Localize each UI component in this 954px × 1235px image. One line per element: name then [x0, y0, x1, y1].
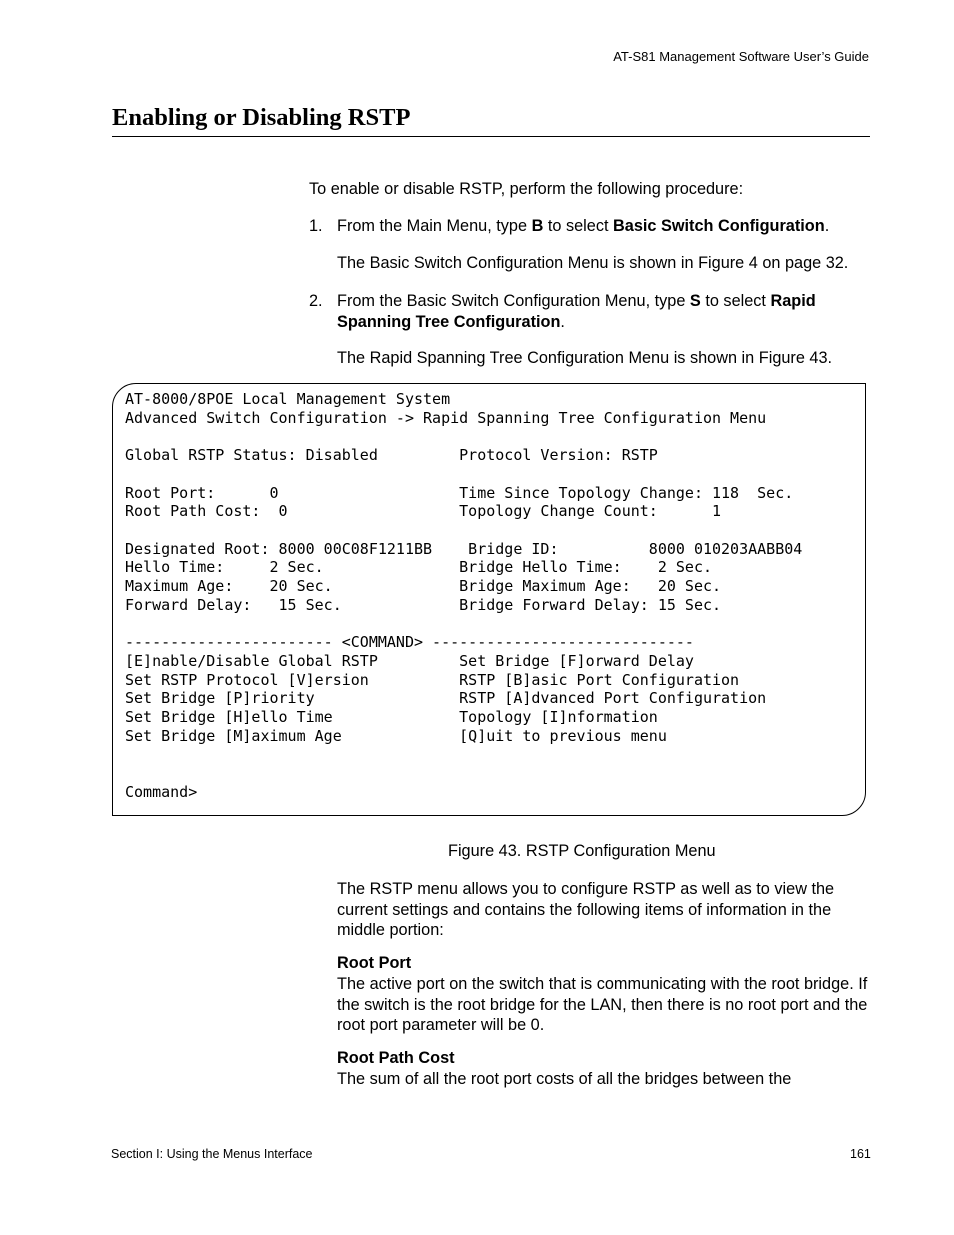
- terminal-divider: ----------------------- <COMMAND> -----------------------------: [125, 633, 694, 651]
- terminal-line: Global RSTP Status: Disabled Protocol Version: RSTP: [125, 446, 658, 464]
- terminal-line: Maximum Age: 20 Sec. Bridge Maximum Age: 20 Sec.: [125, 577, 722, 595]
- step-text: From the Main Menu, type: [337, 217, 532, 235]
- step-number: 2.: [309, 292, 323, 310]
- step-key: S: [689, 292, 701, 310]
- terminal-line: Advanced Switch Configuration -> Rapid Spanning Tree Configuration Menu: [125, 409, 767, 427]
- terminal-menu-line: Set Bridge [H]ello Time Topology [I]nformation: [125, 708, 658, 726]
- term-root-port: Root Port: [337, 954, 412, 972]
- step-text: to select: [700, 292, 771, 310]
- step-number: 1.: [309, 217, 323, 235]
- step-target: Basic Switch Configuration: [613, 217, 825, 235]
- page-number: 161: [850, 1147, 871, 1161]
- terminal-line: Forward Delay: 15 Sec. Bridge Forward Delay: 15 Sec.: [125, 596, 722, 614]
- step-text: .: [824, 217, 830, 235]
- step-2-note: The Rapid Spanning Tree Configuration Menu is shown in Figure 43.: [337, 349, 833, 367]
- running-header: AT-S81 Management Software User’s Guide: [613, 49, 869, 64]
- terminal-line: Root Path Cost: 0 Topology Change Count: 1: [125, 502, 722, 520]
- terminal-screen: [112, 383, 866, 816]
- intro-text: To enable or disable RSTP, perform the following procedure:: [309, 180, 744, 198]
- terminal-menu-line: Set Bridge [P]riority RSTP [A]dvanced Port Configuration: [125, 689, 767, 707]
- step-1-note: The Basic Switch Configuration Menu is shown in Figure 4 on page 32.: [337, 254, 849, 272]
- term-root-path-cost-definition: The sum of all the root port costs of all the bridges between the: [337, 1070, 792, 1088]
- terminal-line: Hello Time: 2 Sec. Bridge Hello Time: 2 Sec.: [125, 558, 712, 576]
- terminal-menu-line: [E]nable/Disable Global RSTP Set Bridge [F]orward Delay: [125, 652, 694, 670]
- step-key: B: [531, 217, 544, 235]
- step-1: [309, 216, 874, 237]
- description-text: The RSTP menu allows you to configure RSTP as well as to view the current settings and contains the following items of information in the middle portion:: [337, 880, 835, 939]
- step-text: to select: [543, 217, 614, 235]
- term-root-port-definition: The active port on the switch that is communicating with the root bridge. If the switch is the root bridge for the LAN, then there is no root port and the root port parameter will be 0.: [337, 975, 868, 1034]
- step-target: Rapid Spanning Tree Configuration: [337, 292, 816, 331]
- terminal-line: Root Port: 0 Time Since Topology Change: 118 Sec.: [125, 484, 794, 502]
- term-root-path-cost: Root Path Cost: [337, 1049, 455, 1067]
- figure-caption: Figure 43. RSTP Configuration Menu: [448, 842, 716, 860]
- terminal-line: Designated Root: 8000 00C08F1211BB Bridge ID: 8000 010203AABB04: [125, 540, 803, 558]
- command-prompt: Command>: [125, 783, 198, 801]
- step-text: From the Basic Switch Configuration Menu, type: [337, 292, 690, 310]
- terminal-line: AT-8000/8POE Local Management System: [125, 390, 451, 408]
- step-text: .: [560, 312, 565, 331]
- footer-section: Section I: Using the Menus Interface: [111, 1147, 313, 1161]
- terminal-menu-line: Set RSTP Protocol [V]ersion RSTP [B]asic Port Configuration: [125, 671, 740, 689]
- step-2: [309, 291, 874, 332]
- terminal-menu-line: Set Bridge [M]aximum Age [Q]uit to previous menu: [125, 727, 667, 745]
- section-title: Enabling or Disabling RSTP: [112, 104, 870, 137]
